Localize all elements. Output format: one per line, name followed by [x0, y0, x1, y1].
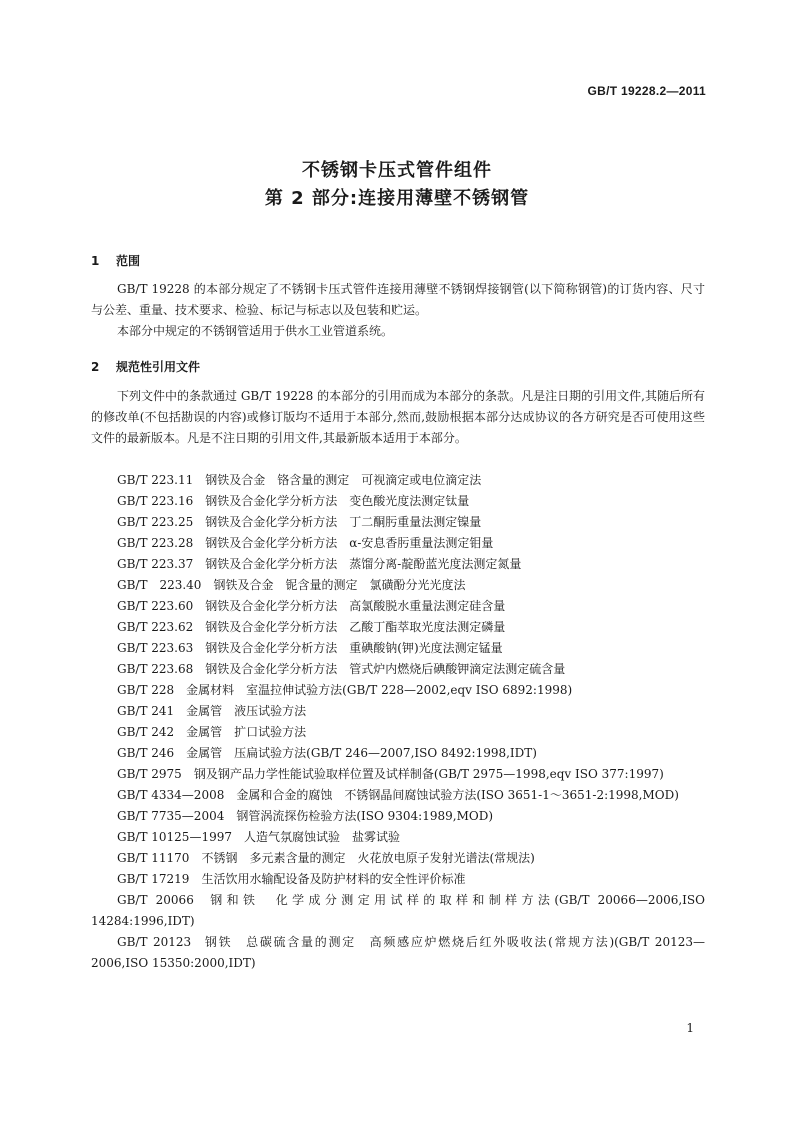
reference-code: GB/T 7735—2004 [117, 809, 225, 823]
reference-item [91, 680, 705, 701]
reference-title: 钢铁及合金化学分析方法 丁二酮肟重量法测定镍量 [205, 515, 482, 529]
scope-paragraph: 本部分中规定的不锈钢管适用于供水工业管道系统。 [117, 324, 394, 338]
reference-code: GB/T 4334—2008 [117, 788, 225, 802]
section-title: 范围 [116, 254, 141, 268]
reference-item [91, 659, 705, 680]
reference-code: GB/T 223.63 [117, 641, 194, 655]
reference-title: 钢铁及合金化学分析方法 乙酸丁酯萃取光度法测定磷量 [205, 620, 506, 634]
reference-title: 金属管 扩口试验方法 [186, 725, 307, 739]
reference-code: GB/T 223.28 [117, 536, 194, 550]
document-title: 不锈钢卡压式管件组件 [302, 160, 492, 181]
reference-title: 生活饮用水输配设备及防护材料的安全性评价标准 [201, 872, 466, 886]
reference-title: 不锈钢 多元素含量的测定 火花放电原子发射光谱法(常规法) [201, 851, 535, 865]
reference-item [91, 743, 705, 764]
reference-code: GB/T 223.11 [117, 473, 194, 487]
section-1-heading [91, 252, 140, 269]
section-number: 1 [91, 254, 100, 268]
reference-code: GB/T 223.16 [117, 494, 194, 508]
reference-item [91, 806, 705, 827]
section-title: 规范性引用文件 [116, 360, 201, 374]
reference-item [91, 785, 705, 806]
reference-code: GB/T 223.25 [117, 515, 194, 529]
reference-item [91, 638, 705, 659]
reference-title: 金属材料 室温拉伸试验方法(GB/T 228—2002,eqv ISO 6892:1998) [186, 683, 573, 697]
reference-title: 钢及钢产品力学性能试验取样位置及试样制备(GB/T 2975—1998,eqv ISO 377:1997) [193, 767, 664, 781]
reference-item [91, 932, 705, 974]
reference-title: 钢铁及合金化学分析方法 管式炉内燃烧后碘酸钾滴定法测定硫含量 [205, 662, 566, 676]
reference-code: GB/T 223.37 [117, 557, 194, 571]
reference-item [91, 491, 705, 512]
reference-code: GB/T 223.40 [117, 578, 202, 592]
reference-code: GB/T 20066 [117, 893, 194, 907]
reference-code: GB/T 223.60 [117, 599, 194, 613]
reference-item [91, 869, 705, 890]
scope-paragraph: GB/T 19228 的本部分规定了不锈钢卡压式管件连接用薄壁不锈钢焊接钢管(以下简称钢管)的订货内容、尺寸与公差、重量、技术要求、检验、标记与标志以及包装和贮运。 [91, 282, 705, 317]
reference-item [91, 575, 705, 596]
reference-title: 钢铁 总碳硫含量的测定 高频感应炉燃烧后红外吸收法(常规方法)(GB/T 20123—2006,ISO 15350:2000,IDT) [91, 935, 705, 970]
reference-title: 钢和铁 化学成分测定用试样的取样和制样方法(GB/T 20066—2006,ISO 14284:1996,IDT) [91, 893, 705, 928]
references-intro: 下列文件中的条款通过 GB/T 19228 的本部分的引用而成为本部分的条款。凡是注日期的引用文件,其随后所有的修改单(不包括勘误的内容)或修订版均不适用于本部分,然而,鼓励根据本部分达成协议的各方研究是否可使用这些文件的最新版本。凡是不注日期的引用文件,其最新版本适用于本部分。 [91, 389, 705, 445]
section-2-heading [91, 358, 200, 375]
reference-code: GB/T 228 [117, 683, 175, 697]
standard-code: GB/T 19228.2—2011 [587, 84, 706, 98]
reference-item [91, 722, 705, 743]
reference-title: 钢铁及合金化学分析方法 高氯酸脱水重量法测定硅含量 [205, 599, 506, 613]
reference-code: GB/T 17219 [117, 872, 190, 886]
reference-title: 钢管涡流探伤检验方法(ISO 9304:1989,MOD) [236, 809, 494, 823]
reference-code: GB/T 241 [117, 704, 175, 718]
reference-title: 钢铁及合金 铬含量的测定 可视滴定或电位滴定法 [205, 473, 482, 487]
reference-code: GB/T 20123 [117, 935, 192, 949]
reference-title: 钢铁及合金化学分析方法 蒸馏分离-靛酚蓝光度法测定氮量 [205, 557, 522, 571]
reference-item [91, 596, 705, 617]
reference-title: 钢铁及合金化学分析方法 α-安息香肟重量法测定钼量 [205, 536, 494, 550]
reference-title: 金属管 液压试验方法 [186, 704, 307, 718]
page-number: 1 [686, 1021, 694, 1035]
section-number: 2 [91, 360, 100, 374]
reference-title: 钢铁及合金化学分析方法 变色酸光度法测定钛量 [205, 494, 470, 508]
reference-item [91, 701, 705, 722]
reference-title: 金属管 压扁试验方法(GB/T 246—2007,ISO 8492:1998,IDT) [186, 746, 537, 760]
reference-item [91, 554, 705, 575]
reference-title: 金属和合金的腐蚀 不锈钢晶间腐蚀试验方法(ISO 3651-1～3651-2:1998,MOD) [236, 788, 679, 802]
reference-item [91, 764, 705, 785]
reference-code: GB/T 242 [117, 725, 175, 739]
reference-title: 钢铁及合金 铌含量的测定 氯磺酚分光光度法 [213, 578, 466, 592]
reference-list [91, 470, 705, 974]
document-subtitle: 第 2 部分:连接用薄壁不锈钢管 [264, 188, 530, 209]
reference-code: GB/T 10125—1997 [117, 830, 232, 844]
reference-title: 人造气氛腐蚀试验 盐雾试验 [243, 830, 400, 844]
reference-title: 钢铁及合金化学分析方法 重碘酸钠(钾)光度法测定锰量 [205, 641, 503, 655]
reference-item [91, 533, 705, 554]
reference-item [91, 890, 705, 932]
reference-code: GB/T 223.62 [117, 620, 194, 634]
reference-code: GB/T 246 [117, 746, 175, 760]
reference-item [91, 848, 705, 869]
reference-item [91, 827, 705, 848]
reference-item [91, 512, 705, 533]
reference-code: GB/T 2975 [117, 767, 182, 781]
reference-code: GB/T 223.68 [117, 662, 194, 676]
reference-item [91, 617, 705, 638]
reference-item [91, 470, 705, 491]
reference-code: GB/T 11170 [117, 851, 190, 865]
